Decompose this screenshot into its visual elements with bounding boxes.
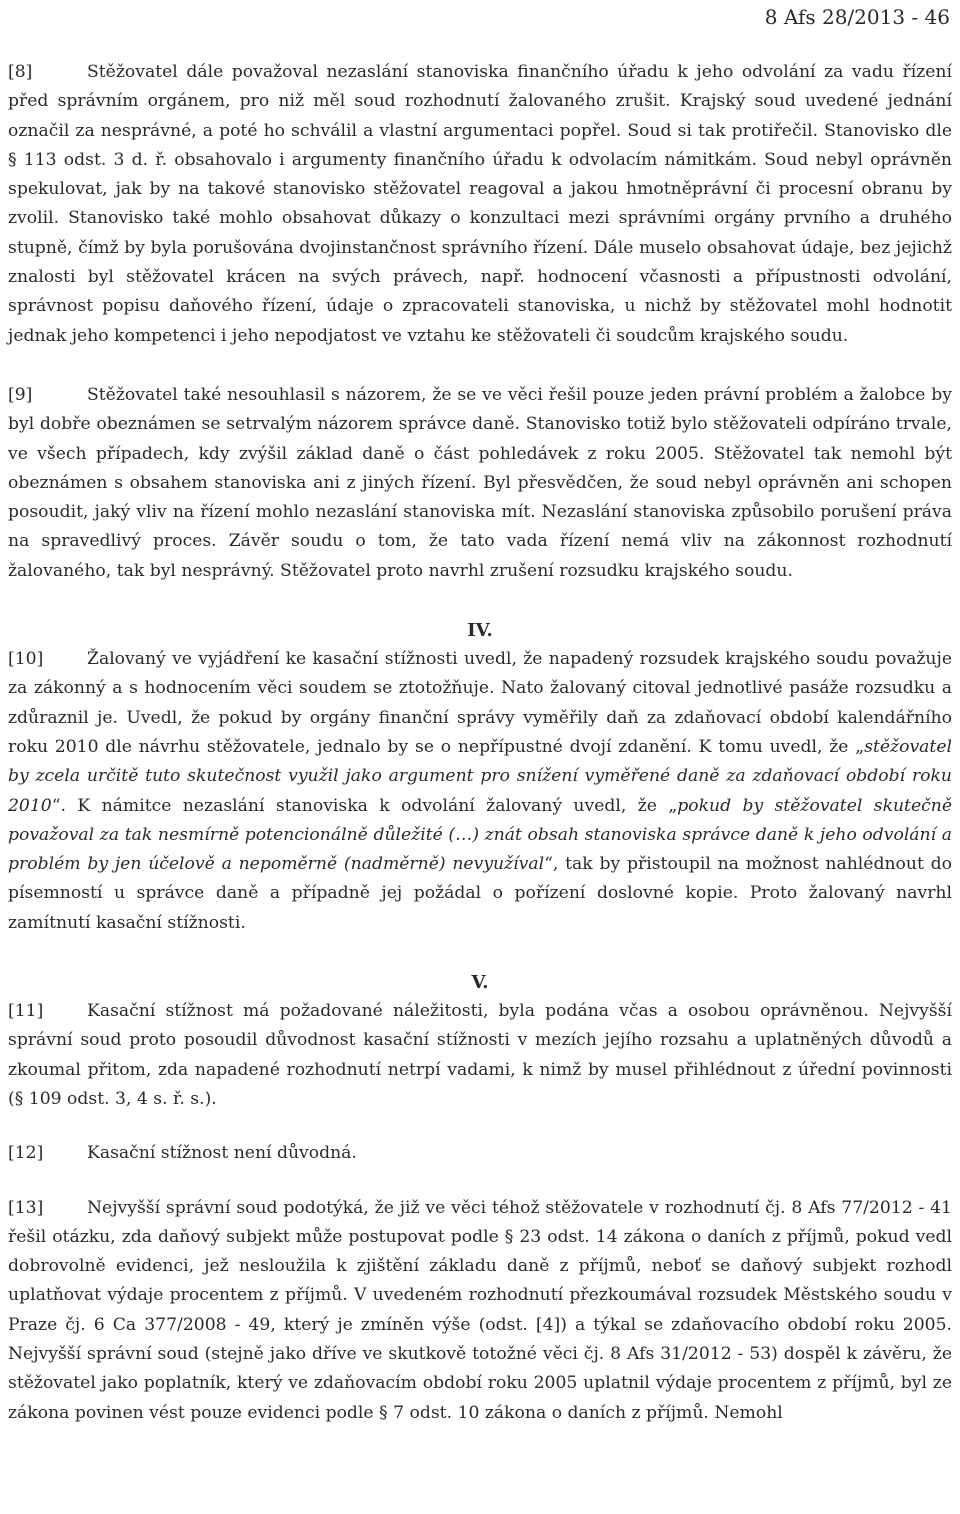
- paragraph-number: [8]: [8, 62, 33, 82]
- paragraph-text: Kasační stížnost má požadované náležitosti, byla podána včas a osobou oprávněnou. Nejvyšší správní soud proto posoudil důvodnost kasační stížnosti v mezích jejího rozsahu a uplatněných důvodů a zkoumal přitom, zda napadené rozhodnutí netrpí vadami, k nimž by musel přihlédnout z úřední povinnosti (§ 109 odst. 3, 4 s. ř. s.).: [8, 1001, 952, 1109]
- paragraph-11: [8, 997, 952, 1114]
- document-body: [8, 58, 952, 1428]
- paragraph-text: “, tak by přistoupil na možnost nahlédnout do písemností u správce daně a případně jej požádal o pořízení doslovné kopie. Proto žalovaný navrhl zamítnutí kasační stížnosti.: [8, 854, 952, 933]
- paragraph-9: [8, 381, 952, 586]
- section-heading-iv: IV.: [467, 620, 493, 642]
- paragraph-number: [12]: [8, 1143, 44, 1164]
- quoted-text: stěžovatel by zcela určitě tuto skutečnost využil jako argument pro snížení vyměřené daně za zdaňovací období roku 2010: [8, 736, 952, 816]
- paragraph-number: [9]: [8, 384, 33, 405]
- section-heading-v: V.: [471, 972, 489, 994]
- paragraph-number: [11]: [8, 1001, 44, 1022]
- paragraph-text: “. K námitce nezaslání stanoviska k odvolání žalovaný uvedl, že „: [51, 795, 678, 816]
- paragraph-text: Kasační stížnost není důvodná.: [87, 1143, 357, 1164]
- paragraph-number: [10]: [8, 649, 44, 670]
- paragraph-text: Stěžovatel dále považoval nezaslání stanoviska finančního úřadu k jeho odvolání za vadu řízení před správním orgánem, pro niž měl soud rozhodnutí žalovaného zrušit. Krajský soud uvedené jednání označil za nesprávné, a poté ho schválil a vlastní argumentaci popřel. Soud si tak protiřečil. Stanovisko dle § 113 odst. 3 d. ř. obsahovalo i argumenty finančního úřadu k odvolacím námitkám. Soud nebyl oprávněn spekulovat, jak by na takové stanovisko stěžovatel reagoval a jakou hmotněprávní či procesní obranu by zvolil. Stanovisko také mohlo obsahovat důkazy o konzultaci mezi správními orgány prvního a druhého stupně, čímž by byla porušována dvojinstančnost správního řízení. Dále muselo obsahovat údaje, bez jejichž znalosti byl stěžovatel krácen na svých právech, např. hodnocení včasnosti a přípustnosti odvolání, správnost popisu daňového řízení, údaje o zpracovateli stanoviska, u nichž by stěžovatel mohl hodnotit jednak jeho kompetenci i jeho nepodjatost ve vztahu ke stěžovateli či soudcům krajského soudu.: [8, 62, 952, 346]
- paragraph-text: Stěžovatel také nesouhlasil s názorem, že se ve věci řešil pouze jeden právní problém a žalobce by byl dobře obeznámen se setrvalým názorem správce daně. Stanovisko totiž bylo stěžovateli odpíráno trvale, ve všech případech, kdy zvýšil základ daně o část pohledávek z roku 2005. Stěžovatel tak nemohl být obeznámen s obsahem stanoviska ani z jiných řízení. Byl přesvědčen, že soud nebyl oprávněn ani schopen posoudit, jaký vliv na řízení mohlo nezaslání stanoviska mít. Nezaslání stanoviska způsobilo porušení práva na spravedlivý proces. Závěr soudu o tom, že tato vada řízení nemá vliv na zákonnost rozhodnutí žalovaného, tak byl nesprávný. Stěžovatel proto navrhl zrušení rozsudku krajského soudu.: [8, 384, 952, 581]
- paragraph-10: [8, 645, 952, 938]
- paragraph-text: Žalovaný ve vyjádření ke kasační stížnosti uvedl, že napadený rozsudek krajského soudu považuje za zákonný a s hodnocením věci soudem se ztotožňuje. Nato žalovaný citoval jednotlivé pasáže rozsudku a zdůraznil je. Uvedl, že pokud by orgány finanční správy vyměřily daň za zdaňovací období kalendářního roku 2010 dle návrhu stěžovatele, jednalo by se o nepřípustné dvojí zdanění. K tomu uvedl, že „: [8, 649, 952, 757]
- paragraph-number: [13]: [8, 1197, 44, 1218]
- paragraph-12: [8, 1139, 952, 1168]
- paragraph-8: [8, 58, 952, 351]
- quoted-text: pokud by stěžovatel skutečně považoval za tak nesmírně potencionálně důležité (…) znát obsah stanoviska správce daně k jeho odvolání a problém by jen účelově a nepoměrně (nadměrně) nevyužíval: [8, 795, 952, 875]
- paragraph-text: Nejvyšší správní soud podotýká, že již ve věci téhož stěžovatele v rozhodnutí čj. 8 Afs 77/2012 - 41 řešil otázku, zda daňový subjekt může postupovat podle § 23 odst. 14 zákona o daních z příjmů, pokud vedl dobrovolně evidenci, jež nesloužila k zjištění základu daně z příjmů, neboť se daňový subjekt rozhodl uplatňovat výdaje procentem z příjmů. V uvedeném rozhodnutí přezkoumával rozsudek Městského soudu v Praze čj. 6 Ca 377/2008 - 49, který je zmíněn výše (odst. [4]) a týkal se zdaňovacího období roku 2005. Nejvyšší správní soud (stejně jako dříve ve skutkově totožné věci čj. 8 Afs 31/2012 - 53) dospěl k závěru, že stěžovatel jako poplatník, který ve zdaňovacím období roku 2005 uplatnil výdaje procentem z příjmů, byl ze zákona povinen vést pouze evidenci podle § 7 odst. 10 zákona o daních z příjmů. Nemohl: [8, 1197, 952, 1423]
- document-reference: 8 Afs 28/2013 - 46: [764, 5, 950, 29]
- paragraph-13: [8, 1194, 952, 1428]
